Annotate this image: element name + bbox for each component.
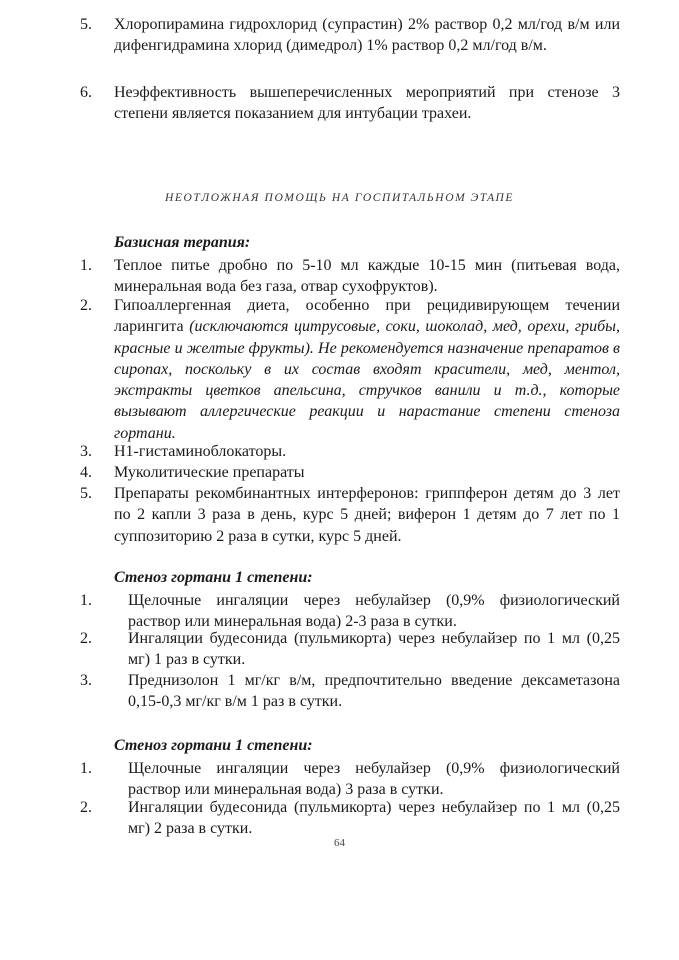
list-item [80,295,620,444]
list-number: 2. [80,297,92,314]
list-text: Преднизолон 1 мг/кг в/м, предпочтительно введение дексаметазона 0,15-0,3 мг/кг в/м 1 раз в сутки. [128,672,620,711]
section-title: НЕОТЛОЖНАЯ ПОМОЩЬ НА ГОСПИТАЛЬНОМ ЭТАПЕ [164,192,515,204]
list-item [80,670,620,713]
basic-therapy-heading: Базисная терапия: [114,234,251,251]
list-item [80,14,620,57]
list-text: Щелочные ингаляции через небулайзер (0,9% физиологический раствор или минеральная вода) 3 раза в сутки. [128,760,620,799]
list-item [80,462,620,483]
list-item [80,758,620,801]
list-item [80,797,620,840]
list-text: Препараты рекомбинантных интерферонов: гриппферон детям до 3 лет по 2 капли 3 раза в день, курс 5 дней; виферон 1 детям до 7 лет по 1 суппозиторию 2 раза в сутки, курс 5 дней. [114,485,620,545]
list-text: Муколитические препараты [114,464,305,481]
list-number: 1. [80,760,92,777]
list-text: Н1-гистаминоблокаторы. [114,443,287,460]
list-item [80,441,620,462]
list-text: Щелочные ингаляции через небулайзер (0,9% физиологический раствор или минеральная вода) 2-3 раза в сутки. [128,592,620,631]
list-text-plain: Гипоаллергенная диета, особенно при рецидивирующем течении ларингита [114,297,620,336]
list-number: 4. [80,464,92,481]
list-number: 6. [80,84,92,101]
list-number: 3. [80,672,92,689]
list-number: 5. [80,485,92,502]
list-number: 2. [80,799,92,816]
list-text: Неэффективность вышеперечисленных мероприятий при стенозе 3 степени является показанием для интубации трахеи. [114,84,620,123]
page-number: 64 [334,837,345,849]
list-text: Теплое питье дробно по 5-10 мл каждые 10-15 мин (питьевая вода, минеральная вода без газа, отвар сухофруктов). [114,257,620,296]
list-text [114,295,620,444]
list-text: Ингаляции будесонида (пульмикорта) через небулайзер по 1 мл (0,25 мг) 2 раза в сутки. [128,799,620,838]
list-item [80,590,620,633]
list-number: 1. [80,257,92,274]
list-number: 5. [80,16,92,33]
list-text-italic: (исключаются цитрусовые, соки, шоколад, мед, орехи, грибы, красные и желтые фрукты). Не рекомендуется назначение препаратов в сиропах, поскольку в их состав входят красители, мед, ментол, экстракты цветков апельсина, стручков ванили и т.д., которые вызывают аллергические реакции и нарастание степени стеноза гортани. [114,318,621,442]
list-text: Хлоропирамина гидрохлорид (супрастин) 2% раствор 0,2 мл/год в/м или дифенгидрамина хлорид (димедрол) 1% раствор 0,2 мл/год в/м. [114,16,620,55]
stenosis-heading: Стеноз гортани 1 степени: [114,737,313,754]
stenosis-heading: Стеноз гортани 1 степени: [114,569,313,586]
list-number: 1. [80,592,92,609]
list-item [80,628,620,671]
list-text: Ингаляции будесонида (пульмикорта) через небулайзер по 1 мл (0,25 мг) 1 раз в сутки. [128,630,620,669]
list-item [80,255,620,298]
list-item [80,483,620,547]
list-number: 3. [80,443,92,460]
list-item [80,82,620,125]
list-number: 2. [80,630,92,647]
